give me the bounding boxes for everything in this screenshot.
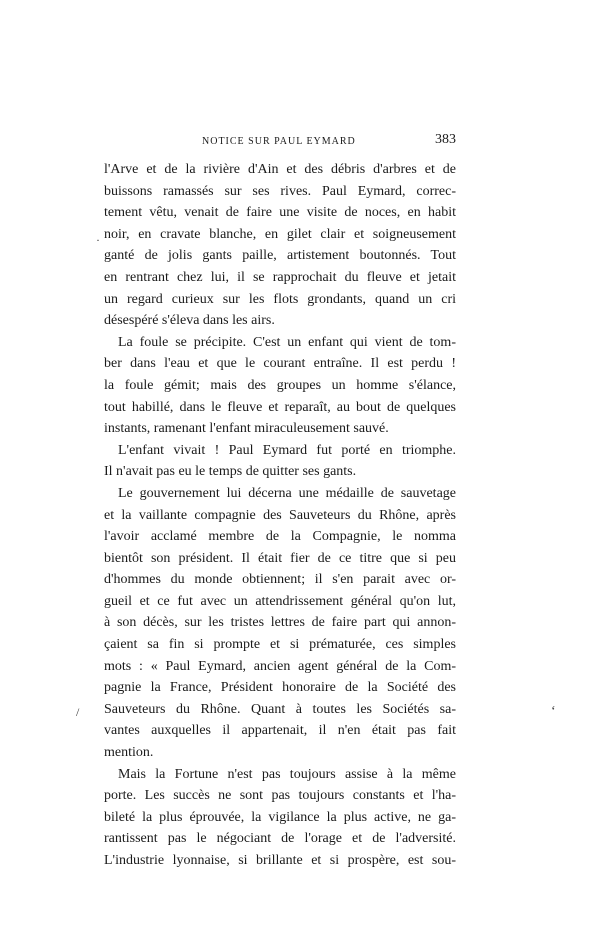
text-line: tement vêtu, venait de faire une visite de noces, en habit <box>104 205 456 221</box>
text-line: L'industrie lyonnaise, si brillante et si prospère, est sou- <box>104 853 456 868</box>
text-line: la foule gémit; mais des groupes un homme s'élance, <box>104 377 456 393</box>
text-line: mots : « Paul Eymard, ancien agent général de la Com- <box>104 658 456 674</box>
text-line: l'avoir acclamé membre de la Compagnie, le nomma <box>104 529 456 545</box>
text-line: en rentrant chez lui, il se rapprochait du fleuve et jetait <box>104 269 456 285</box>
text-line: Sauveteurs du Rhône. Quant à toutes les Sociétés sa- <box>104 701 456 717</box>
text-line: ber dans l'eau et que le courant entraîne. Il est perdu ! <box>104 356 456 372</box>
text-line: çaient sa fin si prompte et si prématurée, ces simples <box>104 637 456 653</box>
text-line: rantissent pas le négociant de l'orage et de l'adversité. <box>104 831 456 847</box>
text-line: porte. Les succès ne sont pas toujours constants et l'ha- <box>104 788 456 804</box>
text-line: gueil et ce fut avec un attendrissement général qu'on lut, <box>104 593 456 609</box>
text-line: et la vaillante compagnie des Sauveteurs du Rhône, après <box>104 507 456 523</box>
text-line: tout habillé, dans le fleuve et reparaît, au bout de quelques <box>104 399 456 415</box>
text-line: l'Arve et de la rivière d'Ain et des débris d'arbres et de <box>104 162 456 177</box>
text-line: à son décès, sur les tristes lettres de faire part qui annon- <box>104 615 456 631</box>
text-line: pagnie la France, Président honoraire de la Société des <box>104 680 456 696</box>
margin-mark: ʻ <box>551 704 556 719</box>
page-number: 383 <box>435 132 456 147</box>
text-line: L'enfant vivait ! Paul Eymard fut porté en triomphe. <box>118 442 456 458</box>
text-line: un regard curieux sur les flots grondants, quand un cri <box>104 291 456 307</box>
text-line: désespéré s'éleva dans les airs. <box>104 313 275 329</box>
text-line: noir, en cravate blanche, en gilet clair et soigneusement <box>104 226 456 242</box>
running-title: NOTICE SUR PAUL EYMARD <box>202 136 356 147</box>
text-line: instants, ramenant l'enfant miraculeusement sauvé. <box>104 421 389 437</box>
text-line: bileté la plus éprouvée, la vigilance la plus active, ne ga- <box>104 809 456 825</box>
text-line: mention. <box>104 745 154 761</box>
text-line: vantes auxquelles il appartenait, il n'en était pas fait <box>104 723 456 739</box>
text-line: Il n'avait pas eu le temps de quitter ses gants. <box>104 464 357 480</box>
text-line: d'hommes du monde obtiennent; il s'en parait avec or- <box>104 572 456 588</box>
body-text <box>104 159 456 872</box>
text-line: Le gouvernement lui décerna une médaille de sauvetage <box>118 485 456 501</box>
text-line: Mais la Fortune n'est pas toujours assise à la même <box>118 766 456 782</box>
text-line: bientôt son président. Il était fier de ce titre que si peu <box>104 550 456 566</box>
text-line: buissons ramassés sur ses rives. Paul Eymard, correc- <box>104 183 456 199</box>
text-line: La foule se précipite. C'est un enfant qui vient de tom- <box>118 334 456 350</box>
margin-mark: · <box>96 233 100 247</box>
margin-mark: / <box>76 705 80 719</box>
running-head <box>104 132 456 152</box>
text-line: ganté de jolis gants paille, artistement boutonnés. Tout <box>104 248 456 264</box>
